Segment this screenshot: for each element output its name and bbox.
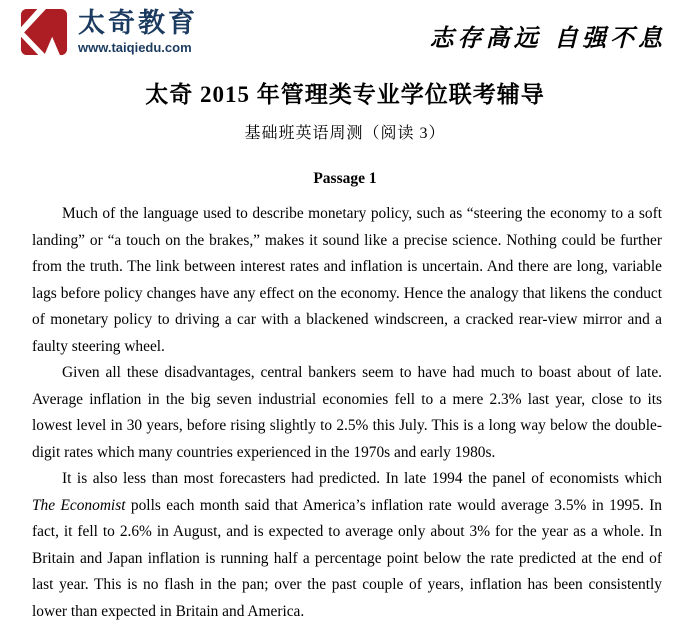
passage-body [32, 201, 662, 625]
doc-subtitle: 基础班英语周测（阅读 3） [244, 125, 446, 142]
brand-name: 太奇教育 [78, 8, 198, 38]
doc-title: 太奇 2015 年管理类专业学位联考辅导 [145, 82, 545, 107]
brand-block [20, 8, 198, 56]
brand-text [78, 8, 198, 55]
text-run: It is also less than most forecasters had predicted. In late 1994 the panel of economists which [62, 470, 662, 487]
brand-website: www.taiqiedu.com [78, 40, 192, 56]
page-header [20, 8, 666, 56]
passage-paragraph [32, 201, 662, 360]
taiqi-logo-icon [20, 8, 68, 56]
text-run: Much of the language used to describe monetary policy, such as “steering the economy to a soft landing” or “a touch on the brakes,” makes it sound like a precise science. Nothing could be further from the truth. The link between interest rates and inflation is uncertain. And there are long, variable lags before policy changes have any effect on the economy. Hence the analogy that likens the conduct of monetary policy to driving a car with a blackened windscreen, a cracked rear-view mirror and a faulty steering wheel. [32, 205, 662, 355]
passage-paragraph [32, 360, 662, 466]
motto-calligraphy: 志存高远 自强不息 [429, 23, 666, 52]
passage-heading: Passage 1 [313, 170, 377, 187]
passage-paragraph [32, 466, 662, 625]
text-run: Given all these disadvantages, central bankers seem to have had much to boast about of late. Average inflation in the big seven industrial economies fell to a mere 2.3% last year, close to its lowest level in 30 years, before rising slightly to 2.5% this July. This is a long way below the double-digit rates which many countries experienced in the 1970s and early 1980s. [32, 364, 662, 461]
text-run: polls each month said that America’s inflation rate would average 3.5% in 1995. In fact, it fell to 2.6% in August, and is expected to average only about 3% for the year as a whole. In Britain and Japan inflation is running half a percentage point below the rate predicted at the end of last year. This is no flash in the pan; over the past couple of years, inflation has been consistently lower than expected in Britain and America. [32, 496, 662, 620]
italic-text-run: The Economist [32, 496, 126, 514]
